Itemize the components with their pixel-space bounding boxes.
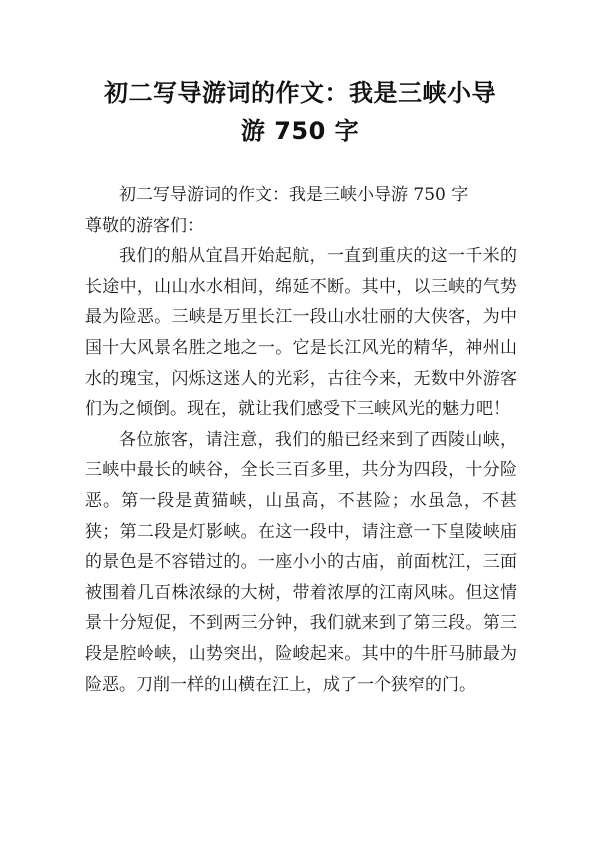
paragraph-2: 各位旅客，请注意，我们的船已经来到了西陵山峡，三峡中最长的峡谷，全长三百多里，共分为四段，十分险恶。第一段是黄猫峡，山虽高，不甚险；水虽急，不甚狭；第二段是灯影峡。在这一段中，请注意一下皇陵峡庙的景色是不容错过的。一座小小的古庙，前面枕江，三面被围着几百株浓绿的大树，带着浓厚的江南风味。但这情景十分短促，不到两三分钟，我们就来到了第三段。第三段是腔岭峡，山势突出，险峻起来。其中的牛肝马肺最为险恶。刀削一样的山横在江上，成了一个狭窄的门。 xyxy=(85,429,517,695)
title-line-2: 游 750 字 xyxy=(240,117,360,145)
document-title xyxy=(60,74,540,150)
paragraph-1: 我们的船从宜昌开始起航，一直到重庆的这一千米的长途中，山山水水相间，绵延不断。其中，以三峡的气势最为险恶。三峡是万里长江一段山水壮丽的大侠客，为中国十大风景名胜之地之一。它是长江风光的精华，神州山水的瑰宝，闪烁这迷人的光彩，古往今来，无数中外游客们为之倾倒。现在，就让我们感受下三峡风光的魅力吧！ xyxy=(85,246,517,420)
greeting-line: 尊敬的游客们： xyxy=(85,215,204,236)
document-body xyxy=(85,180,517,700)
title-line-1: 初二写导游词的作文：我是三峡小导 xyxy=(104,79,496,107)
subtitle-line: 初二写导游词的作文：我是三峡小导游 750 字 xyxy=(119,185,469,205)
